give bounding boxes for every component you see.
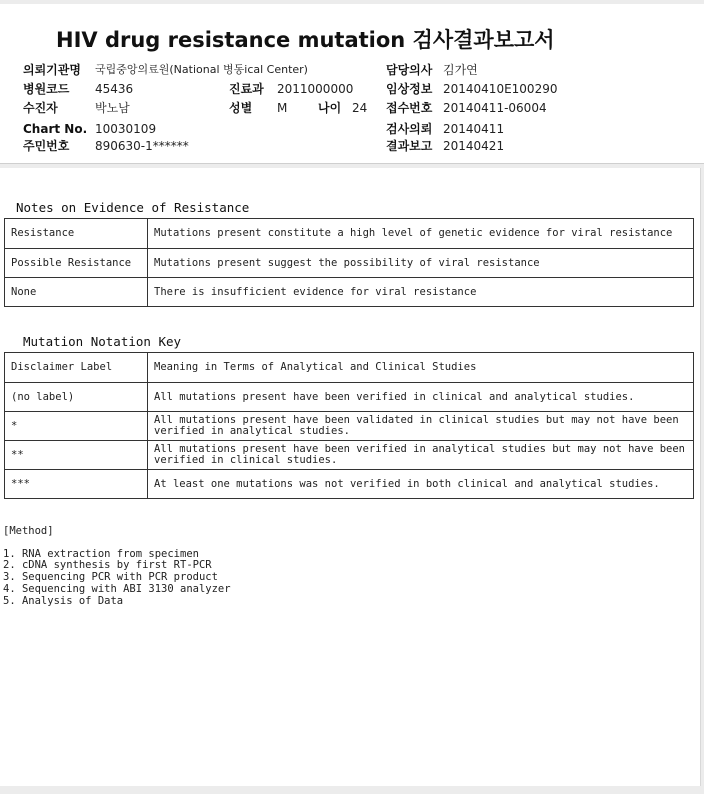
notation-meaning: All mutations present have been verified in analytical studies but may not have been verified in clinical studies. [148, 441, 694, 470]
notation-section-title: Mutation Notation Key [23, 334, 182, 349]
notation-label: ** [5, 441, 148, 470]
notation-label: (no label) [5, 383, 148, 412]
method-step: 2. cDNA synthesis by first RT-PCR [3, 559, 212, 571]
attending-label: 담당의사 [386, 63, 433, 77]
evidence-label: Resistance [5, 219, 148, 249]
report-date-label: 결과보고 [386, 139, 433, 153]
patient-label: 수진자 [23, 101, 58, 115]
hospital-code-value: 45436 [95, 82, 134, 96]
chart-no-value: 10030109 [95, 122, 157, 136]
report-title: HIV drug resistance mutation 검사결과보고서 [56, 28, 555, 52]
notation-header-label: Disclaimer Label [5, 353, 148, 383]
evidence-label: Possible Resistance [5, 249, 148, 278]
receipt-no-label: 접수번호 [386, 101, 433, 115]
table-header-row [5, 353, 694, 383]
age-value: 24 [352, 101, 368, 115]
table-row [5, 219, 694, 249]
hospital-code-label: 병원코드 [23, 82, 70, 96]
evidence-meaning: Mutations present constitute a high level of genetic evidence for viral resistance [148, 219, 694, 249]
notation-header-meaning: Meaning in Terms of Analytical and Clinical Studies [148, 353, 694, 383]
clinical-info-label: 임상정보 [386, 82, 433, 96]
notation-label: * [5, 412, 148, 441]
method-title: [Method] [3, 525, 54, 537]
table-row [5, 249, 694, 278]
method-step: 4. Sequencing with ABI 3130 analyzer [3, 583, 231, 595]
method-step: 1. RNA extraction from specimen [3, 548, 199, 560]
request-date-value: 20140411 [443, 122, 505, 136]
notation-label: *** [5, 470, 148, 499]
method-step: 5. Analysis of Data [3, 595, 124, 607]
table-row [5, 470, 694, 499]
report-date-value: 20140421 [443, 139, 505, 153]
evidence-label: None [5, 278, 148, 307]
table-row [5, 278, 694, 307]
evidence-meaning: There is insufficient evidence for viral resistance [148, 278, 694, 307]
request-date-label: 검사의뢰 [386, 122, 433, 136]
sex-label: 성별 [229, 101, 253, 115]
resident-no-label: 주민번호 [23, 139, 70, 153]
evidence-meaning: Mutations present suggest the possibility of viral resistance [148, 249, 694, 278]
attending-value: 김가연 [443, 63, 478, 77]
evidence-table [4, 218, 694, 307]
report-header [0, 4, 704, 164]
patient-value: 박노남 [95, 101, 130, 115]
department-label: 진료과 [229, 82, 264, 96]
receipt-no-value: 20140411-06004 [443, 101, 547, 115]
chart-no-label: Chart No. [23, 122, 88, 136]
notation-meaning: At least one mutations was not verified in both clinical and analytical studies. [148, 470, 694, 499]
sex-value: M [277, 101, 288, 115]
clinical-info-value: 20140410E100290 [443, 82, 558, 96]
resident-no-value: 890630-1****** [95, 139, 189, 153]
table-row [5, 383, 694, 412]
notation-meaning: All mutations present have been validated in clinical studies but may not have been verified in analytical studies. [148, 412, 694, 441]
method-step: 3. Sequencing PCR with PCR product [3, 571, 218, 583]
evidence-section-title: Notes on Evidence of Resistance [16, 200, 250, 215]
table-row [5, 441, 694, 470]
department-value: 2011000000 [277, 82, 354, 96]
age-label: 나이 [318, 101, 342, 115]
institution-label: 의뢰기관명 [23, 63, 81, 77]
institution-value: 국립중앙의료원(National 병동ical Center) [95, 63, 308, 76]
table-row [5, 412, 694, 441]
notation-table [4, 352, 694, 499]
notation-meaning: All mutations present have been verified in clinical and analytical studies. [148, 383, 694, 412]
